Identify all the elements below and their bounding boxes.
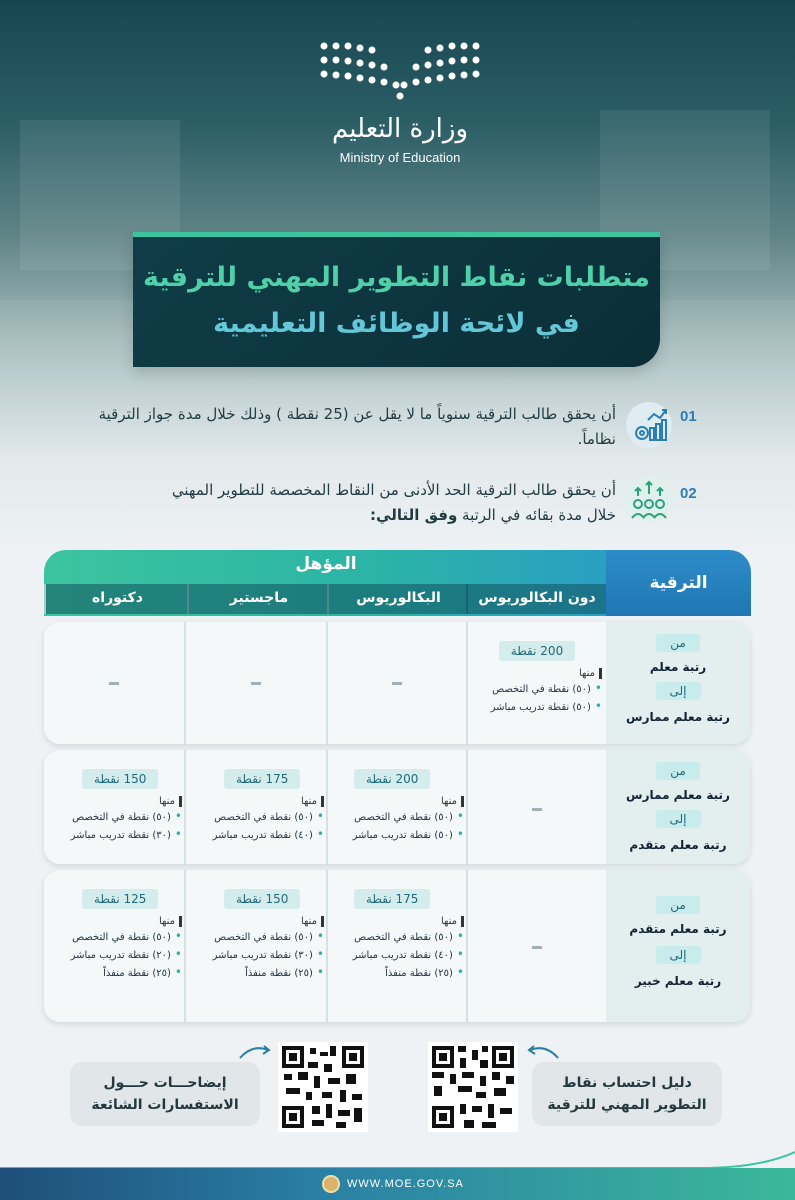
empty-dash (532, 808, 542, 811)
arrow-right-icon (238, 1040, 274, 1062)
points-item: • (٥٠) نقطة في التخصص (52, 808, 182, 826)
logo-english: Ministry of Education (339, 150, 461, 165)
rank-cell (606, 622, 750, 744)
cell-master (194, 768, 324, 844)
empty-dash (532, 946, 542, 949)
requirement-2-line2 (86, 503, 616, 528)
points-item: • (٣٠) نقطة تدريب مباشر (194, 946, 324, 964)
rank-from: رتبة معلم متقدم (629, 922, 727, 936)
empty-dash (109, 682, 119, 685)
cell-bachelor (334, 888, 464, 982)
cell-doctorate (52, 888, 182, 982)
to-label: إلى (656, 682, 701, 700)
rank-cell (606, 750, 750, 864)
team-growth-icon (624, 474, 674, 524)
row-divider (184, 870, 186, 1022)
growth-gears-icon (624, 400, 674, 450)
cell-below-bachelor (472, 640, 602, 716)
of-which-label: منها (159, 796, 182, 807)
points-item: • (٤٠) نقطة تدريب مباشر (194, 826, 324, 844)
cell-master (194, 888, 324, 982)
qualification-header-label: المؤهل (295, 554, 357, 574)
page-title-box (133, 232, 660, 367)
requirement-2-line2-text: خلال مدة بقائه في الرتبة (457, 506, 616, 524)
to-label: إلى (656, 810, 701, 828)
page-title-line1: متطلبات نقاط التطوير المهني للترقية (143, 262, 650, 293)
rank-to: رتبة معلم متقدم (629, 838, 727, 852)
rank-to: رتبة معلم ممارس (626, 710, 730, 724)
points-badge: 175 نقطة (224, 769, 300, 789)
ministry-logo (300, 38, 500, 168)
row-divider (184, 622, 186, 744)
of-which-label: منها (301, 916, 324, 927)
column-header-bachelor: البكالوريوس (327, 584, 468, 614)
faq-line2: الاستفسارات الشائعة (91, 1097, 239, 1113)
points-badge: 175 نقطة (354, 889, 430, 909)
faq-qr-code[interactable] (278, 1042, 368, 1132)
row-divider (466, 750, 468, 864)
points-item: • (٥٠) نقطة في التخصص (194, 808, 324, 826)
points-item: • (٥٠) نقطة تدريب مباشر (334, 826, 464, 844)
guide-qr-code[interactable] (428, 1042, 518, 1132)
row-divider (326, 870, 328, 1022)
points-badge: 200 نقطة (354, 769, 430, 789)
points-item: • (٥٠) نقطة في التخصص (52, 928, 182, 946)
of-which-label: منها (579, 668, 602, 679)
points-item: • (٢٥) نقطة منفذاً (52, 964, 182, 982)
table-row (44, 622, 750, 744)
empty-dash (251, 682, 261, 685)
from-label: من (656, 634, 700, 652)
points-item: • (٥٠) نقطة في التخصص (334, 808, 464, 826)
logo-arabic: وزارة التعليم (331, 114, 469, 144)
requirement-2-line1: أن يحقق طالب الترقية الحد الأدنى من النقاط المخصصة للتطوير المهني (171, 481, 616, 499)
page-title-line2: في لائحة الوظائف التعليمية (213, 308, 580, 339)
points-item: • (٢٠) نقطة تدريب مباشر (52, 946, 182, 964)
qualification-header (44, 550, 608, 616)
faq-link-label[interactable] (70, 1062, 260, 1126)
points-item: • (٥٠) نقطة في التخصص (472, 680, 602, 698)
row-divider (326, 750, 328, 864)
from-label: من (656, 896, 700, 914)
row-divider (184, 750, 186, 864)
rank-from: رتبة معلم ممارس (626, 788, 730, 802)
rank-from: رتبة معلم (649, 660, 707, 674)
empty-dash (392, 682, 402, 685)
points-badge: 150 نقطة (224, 889, 300, 909)
to-label: إلى (656, 946, 701, 964)
arrow-left-icon (524, 1040, 560, 1062)
promotion-header: الترقية (606, 550, 751, 616)
guide-line2: التطوير المهني للترقية (547, 1097, 707, 1113)
table-row (44, 870, 750, 1022)
requirement-number: 01 (680, 408, 697, 425)
cell-doctorate (52, 768, 182, 844)
emblem-icon (322, 1175, 340, 1193)
guide-line1: دليل احتساب نقاط (562, 1075, 692, 1091)
points-item: • (٣٠) نقطة تدريب مباشر (52, 826, 182, 844)
points-badge: 150 نقطة (82, 769, 158, 789)
rank-to: رتبة معلم خبير (634, 974, 722, 988)
cell-bachelor (334, 768, 464, 844)
logo-dots-icon (310, 38, 490, 100)
of-which-label: منها (441, 916, 464, 927)
faq-line1: إيضاحـــات حـــول (103, 1075, 227, 1091)
points-item: • (٥٠) نقطة في التخصص (194, 928, 324, 946)
requirement-1-text: أن يحقق طالب الترقية سنوياً ما لا يقل عن (25 نقطة ) وذلك خلال مدة جواز الترقية نظاماً. (98, 405, 616, 448)
row-divider (326, 622, 328, 744)
column-header-doctorate: دكتوراه (44, 584, 189, 614)
column-header-master: ماجستير (187, 584, 329, 614)
of-which-label: منها (159, 916, 182, 927)
from-label: من (656, 762, 700, 780)
column-header-below-bachelor: دون البكالوريوس (466, 584, 608, 614)
of-which-label: منها (441, 796, 464, 807)
website-link[interactable]: WWW.MOE.GOV.SA (347, 1178, 464, 1190)
requirement-number: 02 (680, 485, 697, 502)
points-item: • (٤٠) نقطة تدريب مباشر (334, 946, 464, 964)
guide-link-label[interactable] (532, 1062, 722, 1126)
requirement-2-bold: وفق التالي: (370, 506, 458, 524)
points-badge: 200 نقطة (499, 641, 575, 661)
requirement-2-text (86, 478, 616, 528)
rank-cell (606, 870, 750, 1022)
row-divider (466, 622, 468, 744)
row-divider (466, 870, 468, 1022)
points-item: • (٥٠) نقطة تدريب مباشر (472, 698, 602, 716)
table-row (44, 750, 750, 864)
points-badge: 125 نقطة (82, 889, 158, 909)
points-item: • (٥٠) نقطة في التخصص (334, 928, 464, 946)
of-which-label: منها (301, 796, 324, 807)
points-item: • (٢٥) نقطة منفذاً (194, 964, 324, 982)
points-item: • (٢٥) نقطة منفذاً (334, 964, 464, 982)
